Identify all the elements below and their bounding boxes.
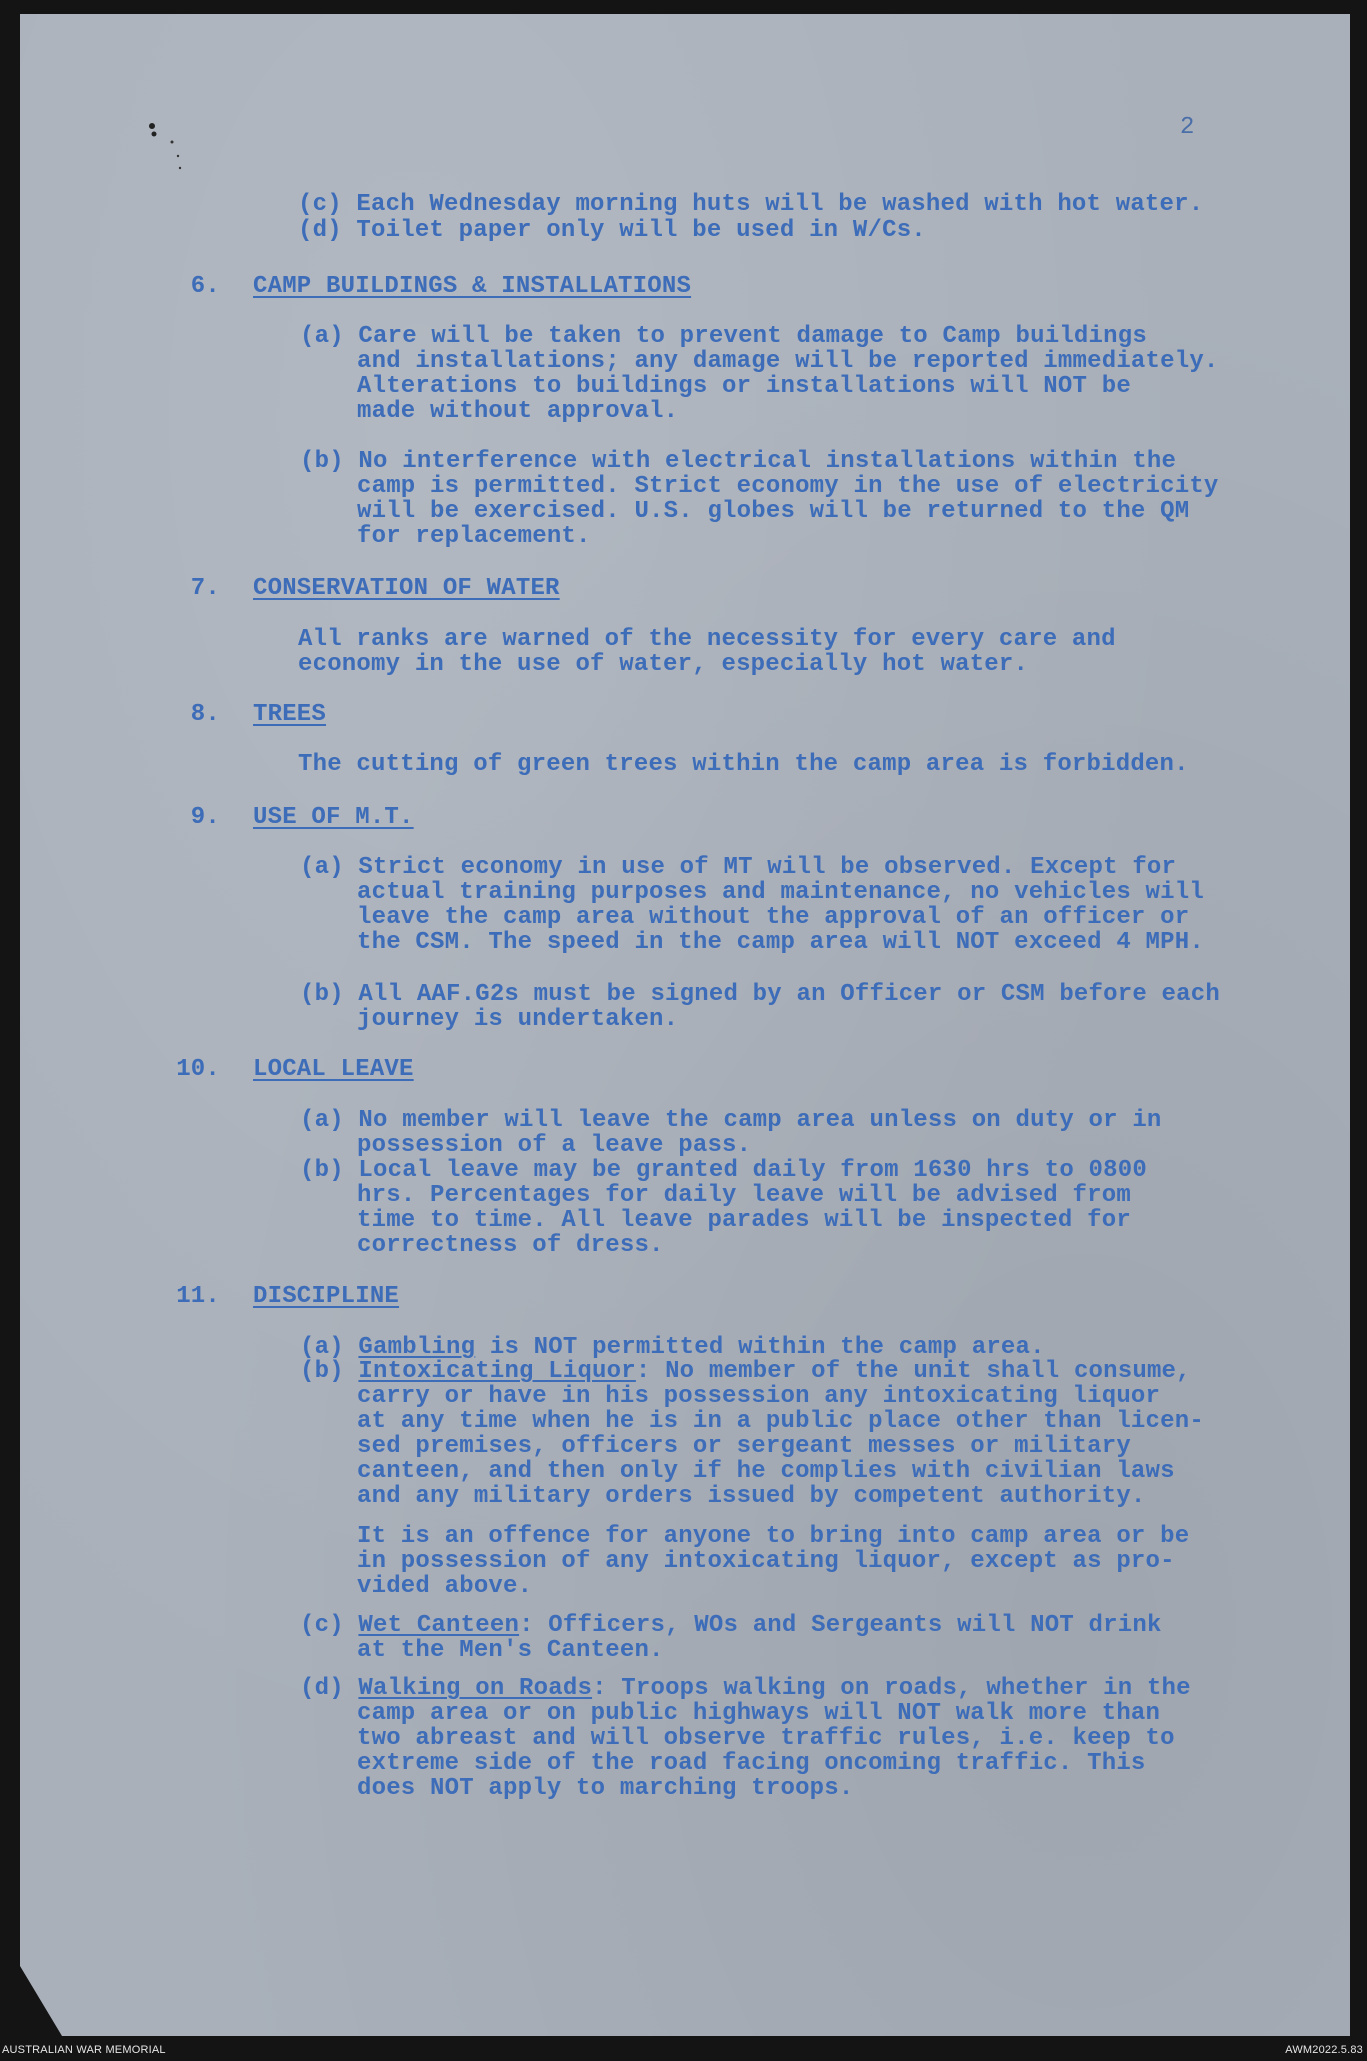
s11-a-rest: is NOT permitted within the camp area. — [475, 1334, 1045, 1361]
line-c: (c) Each Wednesday morning huts will be washed with hot water. — [298, 191, 1204, 218]
section-10-number: 10. — [176, 1056, 220, 1083]
s6-a-line-1: (a) Care will be taken to prevent damage to Camp buildings — [300, 323, 1147, 350]
section-7-heading: CONSERVATION OF WATER — [253, 575, 560, 602]
s11-b-line-5: canteen, and then only if he complies with civilian laws — [357, 1458, 1175, 1485]
s11-c-line-1 — [300, 1614, 1162, 1638]
s10-a-line-2: possession of a leave pass. — [357, 1132, 752, 1159]
ink-specks — [128, 114, 188, 174]
s7-line-2: economy in the use of water, especially hot water. — [298, 651, 1029, 678]
wet-canteen-term: Wet Canteen — [358, 1612, 520, 1639]
s11-d-rest: : Troops walking on roads, whether in the — [592, 1675, 1191, 1702]
section-6-number: 6. — [190, 273, 220, 300]
s9-a-line-4: the CSM. The speed in the camp area will NOT exceed 4 MPH. — [357, 929, 1204, 956]
section-9-heading: USE OF M.T. — [253, 804, 414, 831]
s9-a-line-3: leave the camp area without the approval of an officer or — [357, 904, 1190, 931]
s11-c-rest: : Officers, WOs and Sergeants will NOT drink — [519, 1612, 1162, 1639]
s11-d-prefix: (d) — [300, 1675, 359, 1702]
s6-a-line-3: Alterations to buildings or installations will NOT be — [357, 373, 1131, 400]
s9-b-line-1: (b) All AAF.G2s must be signed by an Officer or CSM before each — [300, 981, 1220, 1008]
footer-accession-number: AWM2022.5.83 — [1285, 2044, 1363, 2056]
section-7-number: 7. — [190, 575, 220, 602]
folded-corner — [20, 1966, 62, 2036]
s11-b-para-line-1: It is an offence for anyone to bring into camp area or be — [357, 1523, 1190, 1550]
s6-b-line-1: (b) No interference with electrical installations within the — [300, 448, 1177, 475]
section-10-heading: LOCAL LEAVE — [253, 1056, 414, 1083]
s11-d-line-3: two abreast and will observe traffic rules, i.e. keep to — [357, 1725, 1175, 1752]
s6-a-line-2: and installations; any damage will be reported immediately. — [357, 348, 1219, 375]
s11-b-line-6: and any military orders issued by competent authority. — [357, 1483, 1146, 1510]
footer-institution: AUSTRALIAN WAR MEMORIAL — [2, 2044, 166, 2056]
s10-b-line-4: correctness of dress. — [357, 1232, 664, 1259]
s7-line-1: All ranks are warned of the necessity for every care and — [298, 626, 1116, 653]
s11-b-line-3: at any time when he is in a public place other than licen- — [357, 1408, 1204, 1435]
section-11-number: 11. — [176, 1283, 220, 1310]
s11-d-line-4: extreme side of the road facing oncoming traffic. This — [357, 1750, 1146, 1777]
s9-b-line-2: journey is undertaken. — [357, 1006, 679, 1033]
s6-b-line-2: camp is permitted. Strict economy in the use of electricity — [357, 473, 1219, 500]
s11-b-line-4: sed premises, officers or sergeant messes or military — [357, 1433, 1131, 1460]
section-9-number: 9. — [190, 804, 220, 831]
s11-c-line-2: at the Men's Canteen. — [357, 1637, 664, 1664]
walking-on-roads-term: Walking on Roads — [358, 1675, 593, 1702]
s11-a-prefix: (a) — [300, 1334, 359, 1361]
s11-b-line-2: carry or have in his possession any intoxicating liquor — [357, 1383, 1161, 1410]
s11-a-line-1 — [300, 1336, 1045, 1360]
s6-a-line-4: made without approval. — [357, 398, 679, 425]
gambling-term: Gambling — [358, 1334, 476, 1361]
s10-b-line-3: time to time. All leave parades will be inspected for — [357, 1207, 1131, 1234]
s11-b-prefix: (b) — [300, 1358, 359, 1385]
section-8-heading: TREES — [253, 701, 327, 728]
s11-b-para-line-2: in possession of any intoxicating liquor, except as pro- — [357, 1548, 1175, 1575]
s10-a-line-1: (a) No member will leave the camp area unless on duty or in — [300, 1107, 1162, 1134]
s8-line-1: The cutting of green trees within the camp area is forbidden. — [298, 751, 1189, 778]
s11-b-para-line-3: vided above. — [357, 1573, 533, 1600]
s6-b-line-3: will be exercised. U.S. globes will be returned to the QM — [357, 498, 1190, 525]
s9-a-line-1: (a) Strict economy in use of MT will be observed. Except for — [300, 854, 1177, 881]
s9-a-line-2: actual training purposes and maintenance, no vehicles will — [357, 879, 1204, 906]
s11-b-rest: : No member of the unit shall consume, — [635, 1358, 1191, 1385]
line-d: (d) Toilet paper only will be used in W/Cs. — [298, 217, 926, 244]
s10-b-line-2: hrs. Percentages for daily leave will be advised from — [357, 1182, 1131, 1209]
s6-b-line-4: for replacement. — [357, 523, 591, 550]
intoxicating-liquor-term: Intoxicating Liquor — [358, 1358, 636, 1385]
s11-c-prefix: (c) — [300, 1612, 359, 1639]
s11-b-line-1 — [300, 1360, 1191, 1384]
page-number: 2 — [1180, 114, 1195, 141]
s11-d-line-2: camp area or on public highways will NOT walk more than — [357, 1700, 1161, 1727]
s11-d-line-5: does NOT apply to marching troops. — [357, 1775, 854, 1802]
s11-d-line-1 — [300, 1677, 1191, 1701]
s10-b-line-1: (b) Local leave may be granted daily from 1630 hrs to 0800 — [300, 1157, 1147, 1184]
section-11-heading: DISCIPLINE — [253, 1283, 400, 1310]
section-8-number: 8. — [190, 701, 220, 728]
section-6-heading: CAMP BUILDINGS & INSTALLATIONS — [253, 273, 692, 300]
